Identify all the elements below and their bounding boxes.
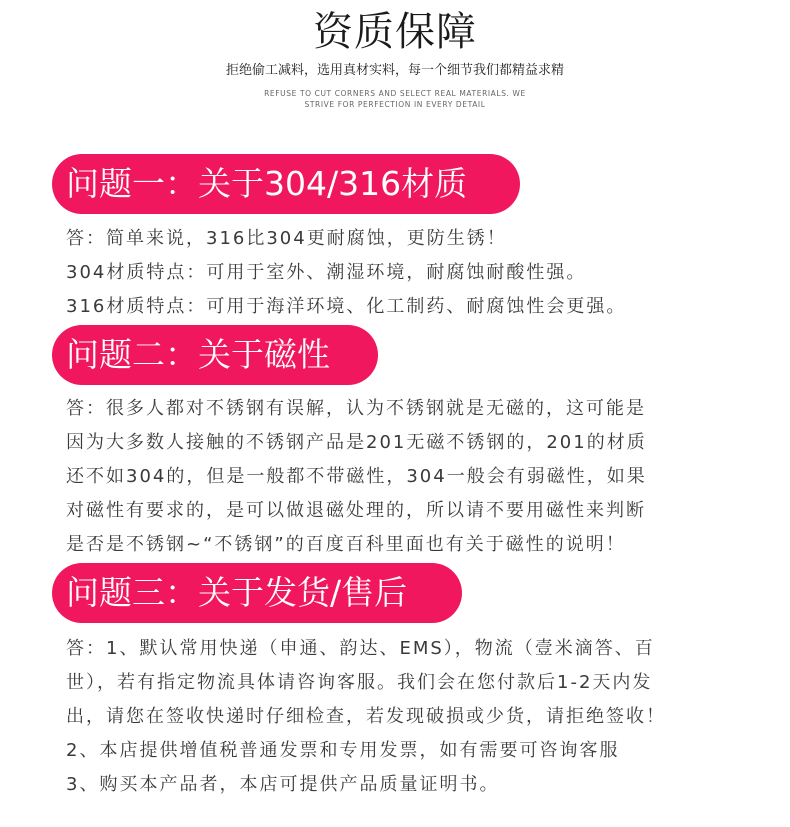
section-3-body (66, 632, 666, 802)
section-2-line-3: 还不如304的，但是一般都不带磁性，304一般会有弱磁性，如果 (66, 466, 647, 487)
english-tagline-line-1: REFUSE TO CUT CORNERS AND SELECT REAL MATERIALS. WE (264, 89, 526, 98)
section-1-heading: 问题一：关于304/316材质 (52, 154, 520, 214)
section-2-heading: 问题二：关于磁性 (52, 325, 378, 385)
page-title: 资质保障 (313, 9, 477, 55)
section-2-line-5: 是否是不锈钢~“不锈钢”的百度百科里面也有关于磁性的说明！ (66, 534, 626, 555)
section-2-line-2: 因为大多数人接触的不锈钢产品是201无磁不锈钢的，201的材质 (66, 432, 647, 453)
section-3-line-1: 答：1、默认常用快递（申通、韵达、EMS），物流（壹米滴答、百 (66, 638, 655, 659)
section-1-line-3: 316材质特点：可用于海洋环境、化工制药、耐腐蚀性会更强。 (66, 296, 627, 317)
section-3-line-4: 2、本店提供增值税普通发票和专用发票，如有需要可咨询客服 (66, 740, 620, 761)
english-tagline (0, 88, 790, 110)
section-3-line-5: 3、购买本产品者，本店可提供产品质量证明书。 (66, 774, 500, 795)
section-2-line-4: 对磁性有要求的，是可以做退磁处理的，所以请不要用磁性来判断 (66, 500, 646, 521)
section-1-body (66, 222, 626, 324)
section-3-line-3: 出，请您在签收快递时仔细检查，若发现破损或少货，请拒绝签收！ (66, 706, 666, 727)
section-3-line-2: 世），若有指定物流具体请咨询客服。我们会在您付款后1-2天内发 (66, 672, 653, 693)
section-2-body (66, 392, 647, 562)
section-2-line-1: 答：很多人都对不锈钢有误解，认为不锈钢就是无磁的，这可能是 (66, 398, 646, 419)
english-tagline-line-2: STRIVE FOR PERFECTION IN EVERY DETAIL (304, 100, 486, 109)
page-subtitle: 拒绝偷工减料，选用真材实料，每一个细节我们都精益求精 (225, 63, 564, 78)
section-1-line-1: 答：简单来说，316比304更耐腐蚀，更防生锈！ (66, 228, 507, 249)
section-1-line-2: 304材质特点：可用于室外、潮湿环境，耐腐蚀耐酸性强。 (66, 262, 587, 283)
section-3-heading: 问题三：关于发货/售后 (52, 563, 462, 623)
